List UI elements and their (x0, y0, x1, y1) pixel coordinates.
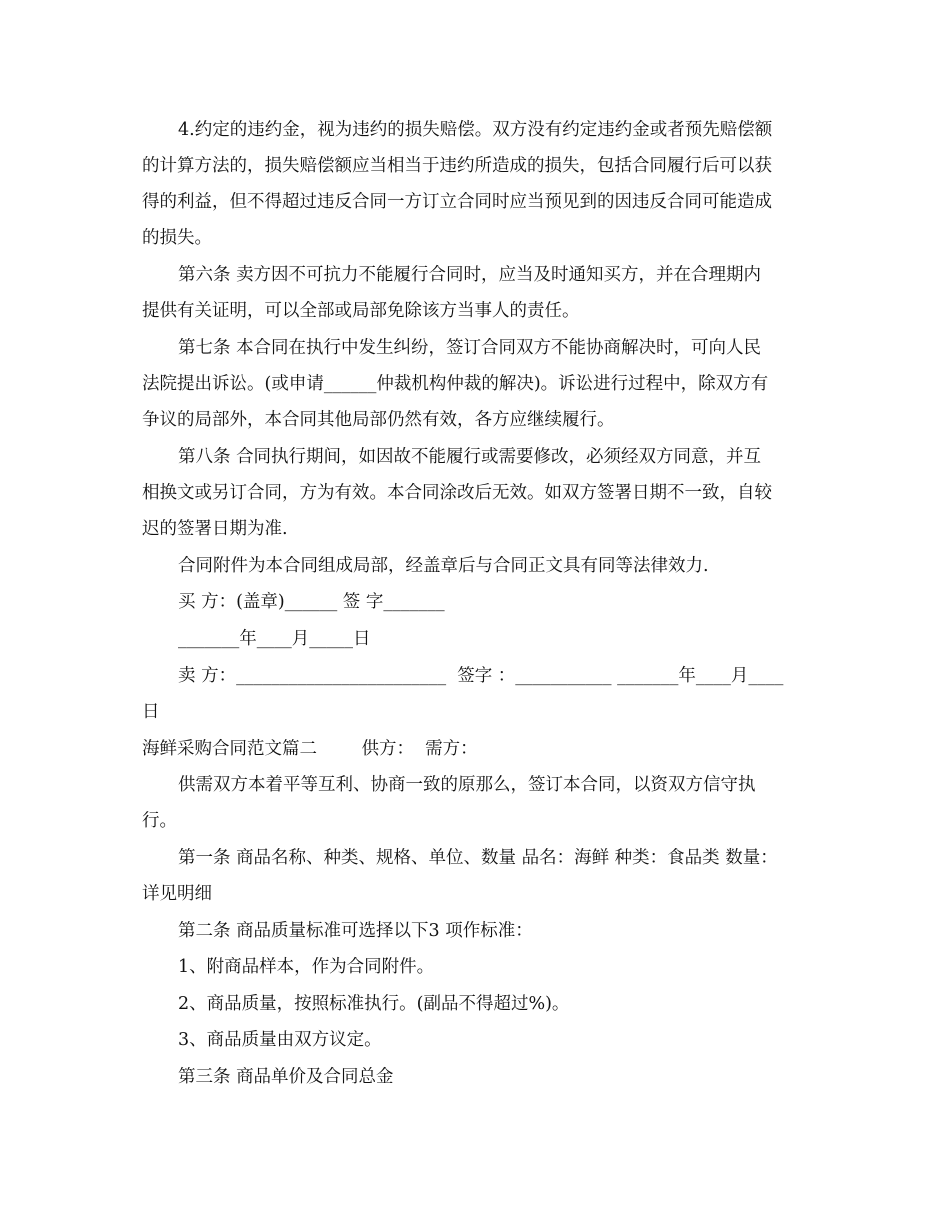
paragraph-line: 详见明细 (142, 884, 212, 904)
paragraph-line: 合同附件为本合同组成局部，经盖章后与合同正文具有同等法律效力. (178, 556, 709, 576)
paragraph-line: 争议的局部外，本合同其他局部仍然有效，各方应继续履行。 (142, 410, 615, 430)
paragraph-line: 第一条 商品名称、种类、规格、单位、数量 品名：海鲜 种类：食品类 数量： (178, 848, 778, 868)
paragraph-line: 相换文或另订合同，方为有效。本合同涂改后无效。如双方签署日期不一致，自较 (142, 483, 772, 503)
buyer-signature-line: 买 方：(盖章)______ 签 字_______ (178, 592, 445, 612)
paragraph-line: 供需双方本着平等互利、协商一致的原那么，签订本合同，以资双方信守执 (178, 775, 756, 795)
list-item: 3、商品质量由双方议定。 (178, 1030, 382, 1050)
paragraph-line: 得的利益，但不得超过违反合同一方订立合同时应当预见到的因违反合同可能造成 (142, 192, 772, 212)
paragraph-line: 迟的签署日期为准. (142, 519, 288, 539)
paragraph-line: 行。 (142, 811, 177, 831)
paragraph-line: 提供有关证明，可以全部或局部免除该方当事人的责任。 (142, 301, 580, 321)
paragraph-line: 第七条 本合同在执行中发生纠纷，签订合同双方不能协商解决时，可向人民 (178, 338, 762, 358)
paragraph-line: 的损失。 (142, 228, 212, 248)
paragraph-line: 的计算方法的，损失赔偿额应当相当于违约所造成的损失，包括合同履行后可以获 (142, 156, 772, 176)
paragraph-line: 第八条 合同执行期间，如因故不能履行或需要修改，必须经双方同意，并互 (178, 447, 762, 467)
buyer-date-line: _______年____月_____日 (178, 629, 371, 649)
paragraph-line: 第三条 商品单价及合同总金 (178, 1067, 394, 1087)
list-item: 1、附商品样本，作为合同附件。 (178, 957, 435, 977)
list-item: 2、商品质量，按照标准执行。(副品不得超过%)。 (178, 994, 570, 1014)
seller-date-line: 日 (142, 702, 160, 722)
paragraph-line: 第二条 商品质量标准可选择以下3 项作标准： (178, 921, 533, 941)
paragraph-line: 第六条 卖方因不可抗力不能履行合同时，应当及时通知买方，并在合理期内 (178, 265, 762, 285)
paragraph-line: 法院提出诉讼。(或申请______仲裁机构仲裁的解决)。诉讼进行过程中，除双方有 (142, 374, 769, 394)
seller-signature-line: 卖 方：________________________ 签字 ：___________ _______年____月____ (178, 666, 784, 686)
paragraph-line: 4.约定的违约金，视为违约的损失赔偿。双方没有约定违约金或者预先赔偿额 (178, 120, 773, 140)
section-heading: 海鲜采购合同范文篇二 供方： 需方： (142, 739, 478, 759)
